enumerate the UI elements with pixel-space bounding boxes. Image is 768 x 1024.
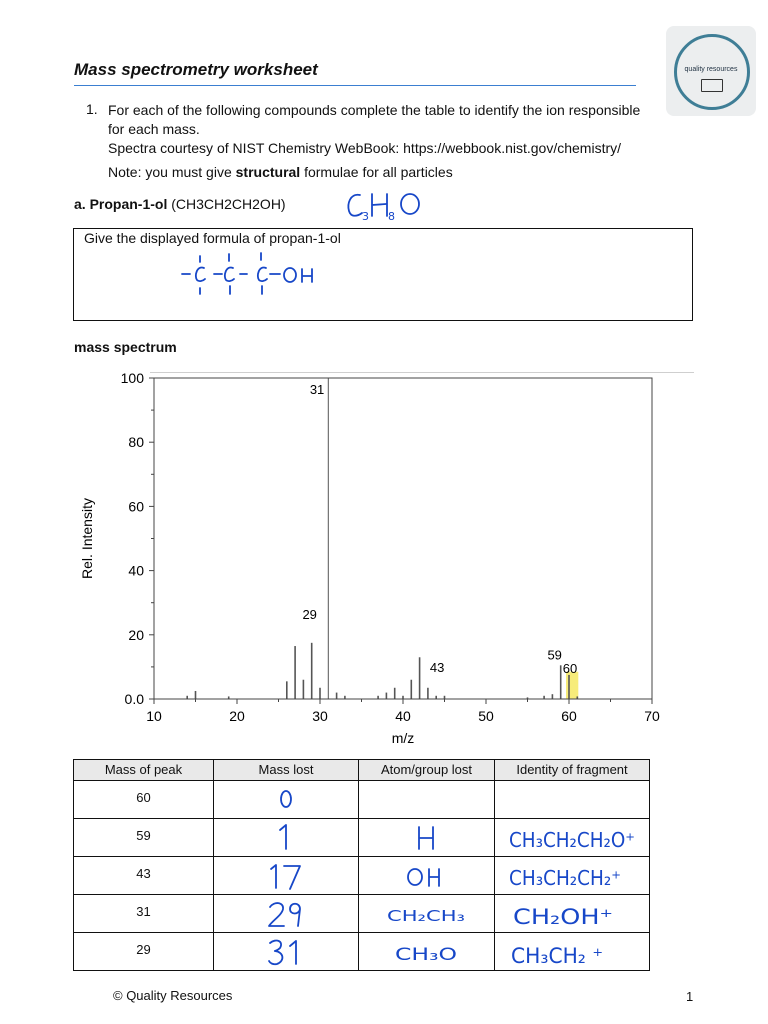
y-tick-label-20: 20 <box>128 626 144 643</box>
cell-mass <box>74 781 214 819</box>
mass-value: 60 <box>136 790 151 805</box>
question-note <box>108 163 708 182</box>
cell-group-lost[interactable] <box>359 781 495 819</box>
question-line-1: For each of the following compounds complete the table to identify the ion responsible <box>108 102 641 118</box>
handwritten-group-lost <box>359 933 495 970</box>
y-tick-label-0.0: 0.0 <box>124 691 144 707</box>
x-tick-label-50: 50 <box>478 708 494 724</box>
note-prefix: Note: you must give <box>108 164 236 180</box>
cell-fragment[interactable] <box>495 781 650 819</box>
cell-fragment[interactable] <box>495 895 650 933</box>
cell-mass <box>74 933 214 971</box>
question-line-2: for each mass. <box>108 121 200 137</box>
displayed-formula-prompt: Give the displayed formula of propan-1-ol <box>84 230 341 246</box>
cell-fragment[interactable] <box>495 933 650 971</box>
cell-mass <box>74 819 214 857</box>
handwritten-group-lost <box>359 857 495 894</box>
svg-text:CH₃CH₂CH₂⁺: CH₃CH₂CH₂⁺ <box>509 866 621 890</box>
svg-text:CH₂OH⁺: CH₂OH⁺ <box>513 905 613 929</box>
handwritten-group-lost <box>359 895 495 932</box>
mass-value: 31 <box>136 904 151 919</box>
x-tick-label-60: 60 <box>561 708 577 724</box>
cell-group-lost[interactable] <box>359 933 495 971</box>
header-mass-lost: Mass lost <box>214 760 359 781</box>
y-tick-label-80: 80 <box>128 434 144 451</box>
table-row <box>74 895 650 933</box>
note-suffix: formulae for all particles <box>300 164 453 180</box>
cell-mass-lost[interactable] <box>214 895 359 933</box>
x-tick-label-20: 20 <box>229 708 245 724</box>
cell-mass-lost[interactable] <box>214 781 359 819</box>
header-fragment-identity: Identity of fragment <box>495 760 650 781</box>
y-tick-label-100: 100 <box>120 370 144 386</box>
handwritten-fragment <box>495 857 650 894</box>
x-axis-label: m/z <box>391 730 415 746</box>
mass-value: 59 <box>136 828 151 843</box>
cell-group-lost[interactable] <box>359 857 495 895</box>
computer-icon <box>701 79 723 92</box>
handwritten-fragment <box>495 819 650 856</box>
table-row <box>74 819 650 857</box>
x-tick-label-40: 40 <box>395 708 411 724</box>
peak-label-60: 60 <box>562 660 578 676</box>
peak-label-43: 43 <box>429 659 445 675</box>
x-tick-label-70: 70 <box>644 708 660 724</box>
handwritten-mass-lost <box>214 857 359 894</box>
table-header-row <box>74 760 650 781</box>
mass-value: 43 <box>136 866 151 881</box>
header-mass-of-peak: Mass of peak <box>74 760 214 781</box>
y-tick-label-40: 40 <box>128 562 144 579</box>
logo-text: quality resources <box>684 66 738 73</box>
table-row <box>74 857 650 895</box>
handwritten-fragment <box>495 895 650 932</box>
peak-label-29: 29 <box>302 606 317 622</box>
page-number: 1 <box>686 989 694 1004</box>
handwritten-group-lost <box>359 819 495 856</box>
svg-text:CH₃O: CH₃O <box>395 945 457 965</box>
page-title: Mass spectrometry worksheet <box>74 60 318 79</box>
cell-mass-lost[interactable] <box>214 819 359 857</box>
part-a-heading <box>74 196 286 212</box>
cell-mass-lost[interactable] <box>214 933 359 971</box>
y-tick-label-60: 60 <box>128 498 144 515</box>
handwritten-mass-lost <box>214 819 359 856</box>
handwritten-displayed-formula <box>170 248 330 300</box>
handwritten-fragment <box>495 933 650 970</box>
part-a-formula: (CH3CH2CH2OH) <box>171 196 286 212</box>
svg-text:CH₂CH₃: CH₂CH₃ <box>387 907 465 925</box>
spectrum-heading: mass spectrum <box>74 339 177 355</box>
fragment-table <box>73 759 650 971</box>
mass-value: 29 <box>136 942 151 957</box>
x-tick-label-30: 30 <box>312 708 328 724</box>
svg-text:3: 3 <box>362 210 369 223</box>
peaks-layer <box>187 378 577 699</box>
cell-mass <box>74 857 214 895</box>
peak-label-59: 59 <box>547 647 562 663</box>
ticks-layer <box>121 370 660 724</box>
cell-fragment[interactable] <box>495 819 650 857</box>
svg-text:CH₃CH₂CH₂O⁺: CH₃CH₂CH₂O⁺ <box>509 828 635 852</box>
svg-text:CH₃CH₂ ⁺: CH₃CH₂ ⁺ <box>511 944 603 968</box>
cell-group-lost[interactable] <box>359 895 495 933</box>
handwritten-molecular-formula <box>340 190 440 224</box>
y-axis-label: Rel. Intensity <box>79 498 95 579</box>
handwritten-mass-lost <box>214 933 359 970</box>
table-row <box>74 781 650 819</box>
peak-label-31: 31 <box>309 382 325 397</box>
footer-copyright: © Quality Resources <box>113 988 233 1003</box>
plot-frame <box>154 378 652 699</box>
peak-labels-layer <box>302 382 577 676</box>
svg-text:8: 8 <box>388 210 395 223</box>
part-a-label: a. Propan-1-ol <box>74 196 168 212</box>
mass-spectrum-chart <box>70 366 700 746</box>
handwritten-mass-lost <box>214 895 359 932</box>
cell-mass-lost[interactable] <box>214 857 359 895</box>
question-line-3: Spectra courtesy of NIST Chemistry WebBook: https://webbook.nist.gov/chemistry/ <box>108 140 622 156</box>
cell-mass <box>74 895 214 933</box>
handwritten-mass-lost <box>214 781 359 818</box>
cell-fragment[interactable] <box>495 857 650 895</box>
question-number: 1. <box>86 101 98 117</box>
x-tick-label-10: 10 <box>146 708 162 724</box>
note-bold: structural <box>235 164 301 180</box>
table-row <box>74 933 650 971</box>
header-group-lost: Atom/group lost <box>359 760 495 781</box>
question-text <box>108 101 708 182</box>
cell-group-lost[interactable] <box>359 819 495 857</box>
title-underline <box>74 85 636 86</box>
